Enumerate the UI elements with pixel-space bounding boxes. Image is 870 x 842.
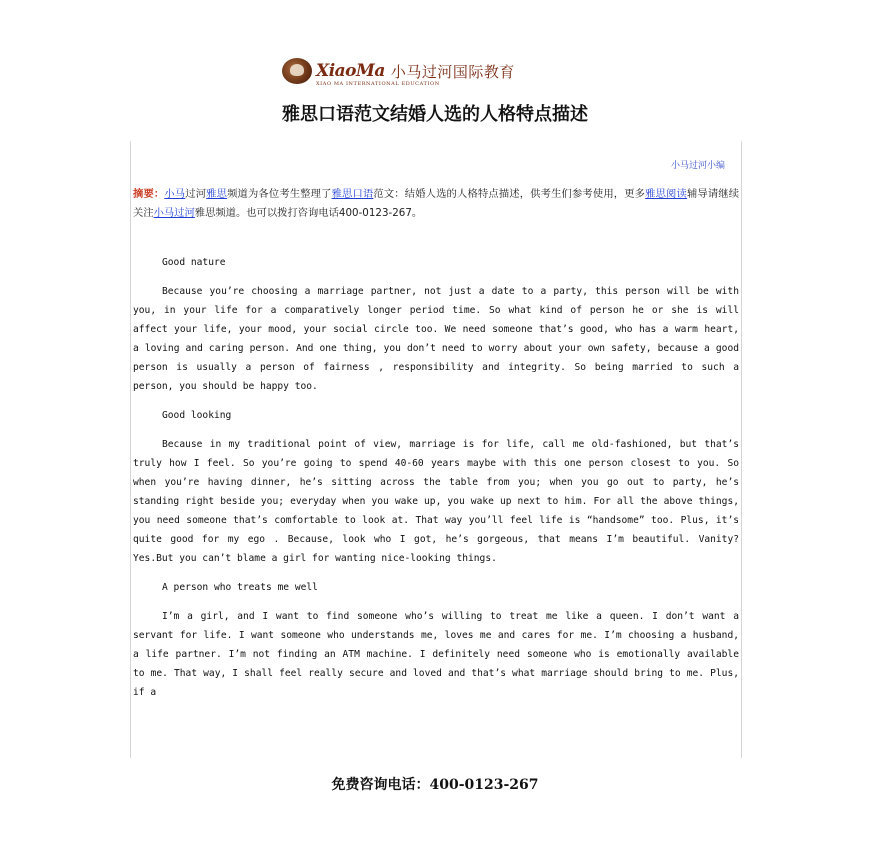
section-heading: Good looking — [162, 410, 232, 421]
link-ielts-speaking[interactable]: 雅思口语 — [331, 188, 374, 200]
author-label: 小马过河小编 — [670, 161, 725, 171]
link-xiaomaguohe[interactable]: 小马过河 — [153, 207, 195, 219]
article-frame — [130, 141, 742, 758]
footer-hotline: 免费咨询电话：400-0123-267 — [331, 777, 539, 793]
abstract-text: 范文：结婚人选的人格特点描述，供考生们参考使用，更多 — [373, 188, 646, 200]
horse-logo-icon — [282, 58, 312, 84]
article-body — [133, 253, 739, 712]
section-paragraph: I’m a girl, and I want to find someone who’s willing to treat me like a queen. I don’t want a servant for life. I want someone who understands me, loves me and cares for me. I’m choosing a husband, a life partner. I’m not finding an ATM machine. I definitely need someone who is emotionally available to me. That way, I shall feel really secure and loved and that’s what marriage should bring to me. Plus, if a — [133, 611, 739, 698]
section-paragraph: Because you’re choosing a marriage partner, not just a date to a party, this person will be with you, in your life for a comparatively longer period time. So what kind of person he or she is will affect your life, your mood, your social circle too. We need someone that’s good, who has a warm heart, a loving and caring person. And one thing, you don’t need to worry about your own safety, because a good person is usually a person of fairness , responsibility and integrity. So being married to such a person, you should be happy too. — [133, 286, 739, 392]
abstract-label: 摘要： — [133, 188, 165, 200]
abstract-text: 频道为各位考生整理了 — [227, 188, 332, 200]
abstract-text: 雅思频道。也可以拨打咨询电话400-0123-267。 — [194, 207, 423, 219]
link-ielts-reading[interactable]: 雅思阅读 — [645, 188, 687, 200]
abstract-text: 辅导请继续关注 — [133, 188, 740, 219]
section-paragraph: Because in my traditional point of view, marriage is for life, call me old-fashioned, but that’s truly how I feel. So you’re going to spend 40-60 years maybe with this one person closest to you. So when you’re having dinner, he’s sitting across the table from you; when you go out to party, he’s standing right beside you; everyday when you wake up, you wake up next to him. For all the above things, you need someone that’s comfortable to look at. That way you’ll feel life is “handsome” too. Plus, it’s quite good for my ego . Because, look who I got, he’s gorgeous, that means I’m beautiful. Vanity? Yes.But you can’t blame a girl for wanting nice-looking things. — [133, 439, 739, 564]
brand-logo — [282, 56, 515, 86]
section-heading: Good nature — [162, 257, 226, 268]
logo-english: XiaoMa XIAO MA INTERNATIONAL EDUCATION — [316, 61, 440, 87]
abstract — [133, 185, 739, 223]
logo-chinese: 小马过河国际教育 — [390, 62, 515, 81]
abstract-text: 过河 — [185, 188, 207, 200]
page-title: 雅思口语范文结婚人选的人格特点描述 — [282, 104, 588, 125]
section-heading: A person who treats me well — [162, 582, 318, 593]
link-ielts[interactable]: 雅思 — [206, 188, 228, 200]
link-xiaoma[interactable]: 小马 — [164, 188, 186, 200]
